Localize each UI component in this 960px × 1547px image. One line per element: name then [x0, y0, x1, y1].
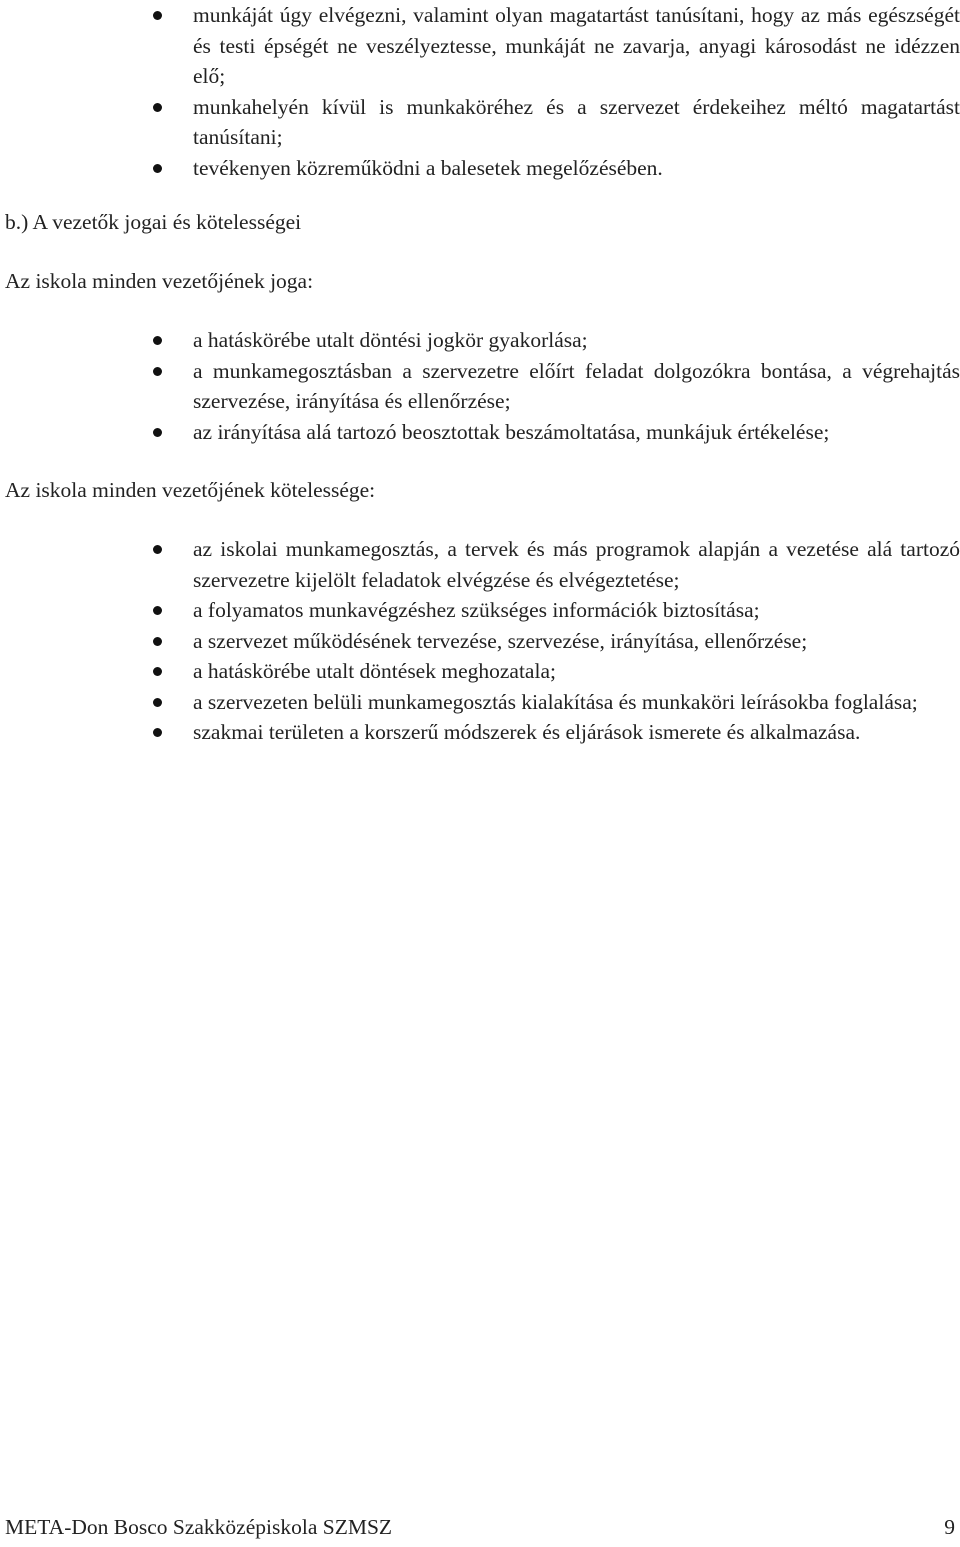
list-item — [0, 626, 960, 657]
bullet-icon — [153, 336, 162, 345]
list-item-text: munkahelyén kívül is munkaköréhez és a szervezet érdekeihez méltó magatartást tanúsítani; — [193, 94, 960, 149]
list-item-text: a hatáskörébe utalt döntési jogkör gyakorlása; — [193, 328, 588, 352]
list-item — [0, 356, 960, 417]
bullet-icon — [153, 367, 162, 376]
bullet-icon — [153, 11, 162, 20]
list-item-text: tevékenyen közreműködni a balesetek megelőzésében. — [193, 155, 663, 180]
list-item-text: az iskolai munkamegosztás, a tervek és más programok alapján a vezetése alá tartozó szervezetre kijelölt feladatok elvégzése és elvégeztetése; — [193, 537, 960, 592]
bullet-icon — [153, 545, 162, 554]
list-item — [0, 153, 960, 184]
page-footer — [5, 1512, 955, 1542]
bullet-icon — [153, 667, 162, 676]
list-item — [0, 595, 960, 626]
bullet-icon — [153, 428, 162, 437]
list-item-text: a munkamegosztásban a szervezetre előírt feladat dolgozókra bontása, a végrehajtás szervezése, irányítása és ellenőrzése; — [193, 358, 960, 413]
bullet-icon — [153, 606, 162, 615]
duties-intro: Az iskola minden vezetőjének kötelessége: — [5, 478, 376, 502]
page-number: 9 — [944, 1515, 955, 1539]
list-item — [0, 717, 960, 748]
list-item-text: a szervezeten belüli munkamegosztás kialakítása és munkaköri leírásokba foglalása; — [193, 689, 918, 714]
list-item-text: szakmai területen a korszerű módszerek és eljárások ismerete és alkalmazása. — [193, 720, 861, 744]
bullet-list-top — [0, 0, 960, 183]
list-item-text: a szervezet működésének tervezése, szervezése, irányítása, ellenőrzése; — [193, 628, 808, 653]
list-item — [0, 687, 960, 718]
list-item — [0, 0, 960, 92]
bullet-icon — [153, 728, 162, 737]
rights-intro: Az iskola minden vezetőjének joga: — [5, 269, 314, 293]
list-item — [0, 325, 960, 356]
list-item-text: az irányítása alá tartozó beosztottak beszámoltatása, munkájuk értékelése; — [193, 419, 830, 444]
list-item — [0, 534, 960, 595]
list-item-text: munkáját úgy elvégezni, valamint olyan magatartást tanúsítani, hogy az más egészségét és testi épségét ne veszélyeztesse, munkáját ne zavarja, anyagi károsodást ne idézzen elő; — [193, 3, 960, 88]
list-item-text: a hatáskörébe utalt döntések meghozatala; — [193, 659, 556, 683]
footer-school-name: META-Don Bosco Szakközépiskola SZMSZ — [5, 1515, 393, 1539]
list-item — [0, 92, 960, 153]
section-heading: b.) A vezetők jogai és kötelességei — [5, 210, 302, 234]
list-item-text: a folyamatos munkavégzéshez szükséges információk biztosítása; — [193, 598, 760, 622]
bullet-list-duties — [0, 534, 960, 748]
bullet-icon — [153, 698, 162, 707]
bullet-icon — [153, 637, 162, 646]
list-item — [0, 417, 960, 448]
list-item — [0, 656, 960, 687]
bullet-list-rights — [0, 325, 960, 447]
bullet-icon — [153, 164, 162, 173]
bullet-icon — [153, 103, 162, 112]
